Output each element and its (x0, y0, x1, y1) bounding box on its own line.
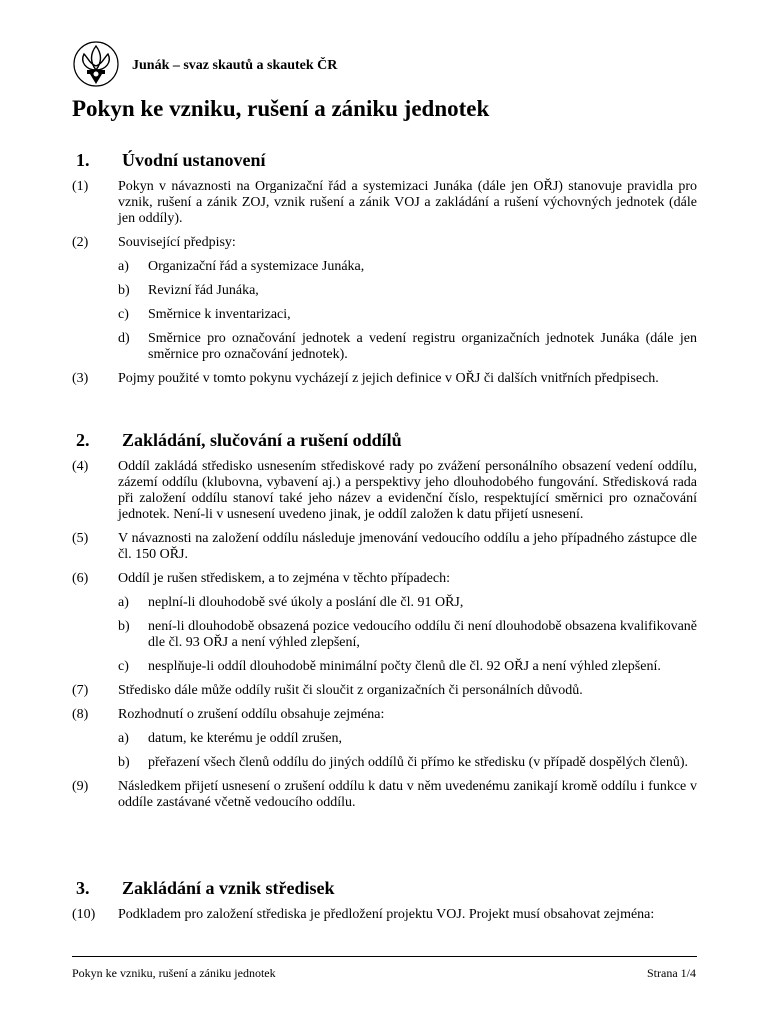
section-heading (72, 430, 697, 451)
paragraph-number: (7) (72, 683, 89, 698)
section-1 (72, 150, 697, 395)
section-3 (72, 878, 697, 931)
paragraph (72, 371, 697, 387)
paragraph-text: Pokyn v návaznosti na Organizační řád a systemizaci Junáka (dále jen OŘJ) stanovuje pravidla pro vznik, rušení a zánik ZOJ, vznik rušení a zánik VOJ a zakládání a rušení výchovných jednotek (dále jen oddíly). (118, 179, 697, 226)
list-item-letter: a) (118, 731, 129, 746)
list-item-text: neplní-li dlouhodobě své úkoly a poslání dle čl. 91 OŘJ, (148, 595, 464, 610)
list-item (118, 619, 697, 651)
section-heading (72, 150, 697, 171)
section-2 (72, 430, 697, 819)
list-item-text: datum, ke kterému je oddíl zrušen, (148, 731, 342, 746)
list-item (118, 259, 697, 275)
list-item-letter: a) (118, 259, 129, 274)
footer-page-number: Strana 1/4 (647, 966, 696, 980)
list-item (118, 283, 697, 299)
paragraph-text: Středisko dále může oddíly rušit či sloučit z organizačních či personálních důvodů. (118, 683, 583, 698)
list-item-text: nesplňuje-li oddíl dlouhodobě minimální počty členů dle čl. 92 OŘJ a není výhled zlepšení. (148, 659, 661, 674)
paragraph-text: Související předpisy: (118, 235, 236, 250)
section-number: 3. (76, 878, 90, 898)
paragraph-text: Oddíl je rušen střediskem, a to zejména v těchto případech: (118, 571, 451, 586)
section-number: 2. (76, 430, 90, 450)
paragraph-number: (10) (72, 907, 96, 922)
list-item-letter: c) (118, 307, 129, 322)
paragraph-number: (2) (72, 235, 89, 250)
paragraph-number: (8) (72, 707, 89, 722)
paragraph-number: (5) (72, 531, 89, 546)
scout-lily-icon (72, 40, 120, 90)
list-item (118, 755, 697, 771)
document-title: Pokyn ke vzniku, rušení a zániku jednotek (72, 96, 490, 121)
list-item (118, 331, 697, 363)
paragraph (72, 459, 697, 523)
footer-divider (72, 956, 697, 957)
paragraph-number: (3) (72, 371, 89, 386)
paragraph-text: Podkladem pro založení střediska je předložení projektu VOJ. Projekt musí obsahovat zejména: (118, 907, 655, 922)
list-item-text: přeřazení všech členů oddílu do jiných oddílů či přímo ke středisku (v případě dospělých členů). (148, 755, 689, 770)
list-item-letter: c) (118, 659, 129, 674)
list-item-text: Revizní řád Junáka, (148, 283, 259, 298)
paragraph (72, 179, 697, 227)
paragraph-text: Rozhodnutí o zrušení oddílu obsahuje zejména: (118, 707, 385, 722)
list-item-letter: b) (118, 283, 130, 298)
paragraph (72, 907, 697, 923)
paragraph-number: (1) (72, 179, 89, 194)
paragraph-text: Následkem přijetí usnesení o zrušení oddílu k datu v něm uvedenému zanikají kromě oddílu i funkce v oddíle zastávané včetně vedoucího oddílu. (118, 779, 697, 810)
list-item-text: Směrnice pro označování jednotek a vedení registru organizačních jednotek Junáka (dále jen směrnice pro označování jednotek). (148, 331, 697, 362)
section-heading (72, 878, 697, 899)
list-item-letter: b) (118, 619, 130, 634)
list-item-letter: d) (118, 331, 130, 346)
paragraph (72, 235, 697, 251)
section-number: 1. (76, 150, 90, 170)
list-item-letter: b) (118, 755, 130, 770)
paragraph-number: (4) (72, 459, 89, 474)
list-item-text: Organizační řád a systemizace Junáka, (148, 259, 365, 274)
paragraph-number: (9) (72, 779, 89, 794)
section-heading-text: Zakládání, slučování a rušení oddílů (122, 430, 402, 450)
section-heading-text: Úvodní ustanovení (122, 150, 266, 170)
list-item (118, 731, 697, 747)
section-heading-text: Zakládání a vznik středisek (122, 878, 335, 898)
page-header (72, 40, 702, 90)
list-item (118, 595, 697, 611)
list-item-text: není-li dlouhodobě obsazená pozice vedoucího oddílu či není dlouhodobě obsazena kvalifikovaně dle čl. 93 OŘJ a není výhled zlepšení, (148, 619, 697, 650)
paragraph (72, 683, 697, 699)
paragraph-number: (6) (72, 571, 89, 586)
paragraph-text: V návaznosti na založení oddílu následuje jmenování vedoucího oddílu a jeho případného zástupce dle čl. 150 OŘJ. (118, 531, 697, 562)
paragraph (72, 779, 697, 811)
paragraph-text: Oddíl zakládá středisko usnesením střediskové rady po zvážení personálního obsazení vedení oddílu, zázemí oddílu (klubovna, vybavení aj.) a perspektivy jeho dlouhodobého fungování. Středisková rada při založení oddílu stanoví také jeho název a evidenční číslo, respektující směrnici pro označování jednotek. Není-li v usnesení uvedeno jinak, je oddíl založen k datu přijetí usnesení. (118, 459, 697, 522)
paragraph (72, 707, 697, 723)
list-item-letter: a) (118, 595, 129, 610)
organization-name: Junák – svaz skautů a skautek ČR (132, 58, 338, 73)
paragraph (72, 571, 697, 587)
list-item (118, 659, 697, 675)
list-item-text: Směrnice k inventarizaci, (148, 307, 291, 322)
paragraph-text: Pojmy použité v tomto pokynu vycházejí z jejich definice v OŘJ či dalších vnitřních předpisech. (118, 371, 659, 386)
paragraph (72, 531, 697, 563)
footer-document-name: Pokyn ke vzniku, rušení a zániku jednotek (72, 966, 276, 980)
list-item (118, 307, 697, 323)
